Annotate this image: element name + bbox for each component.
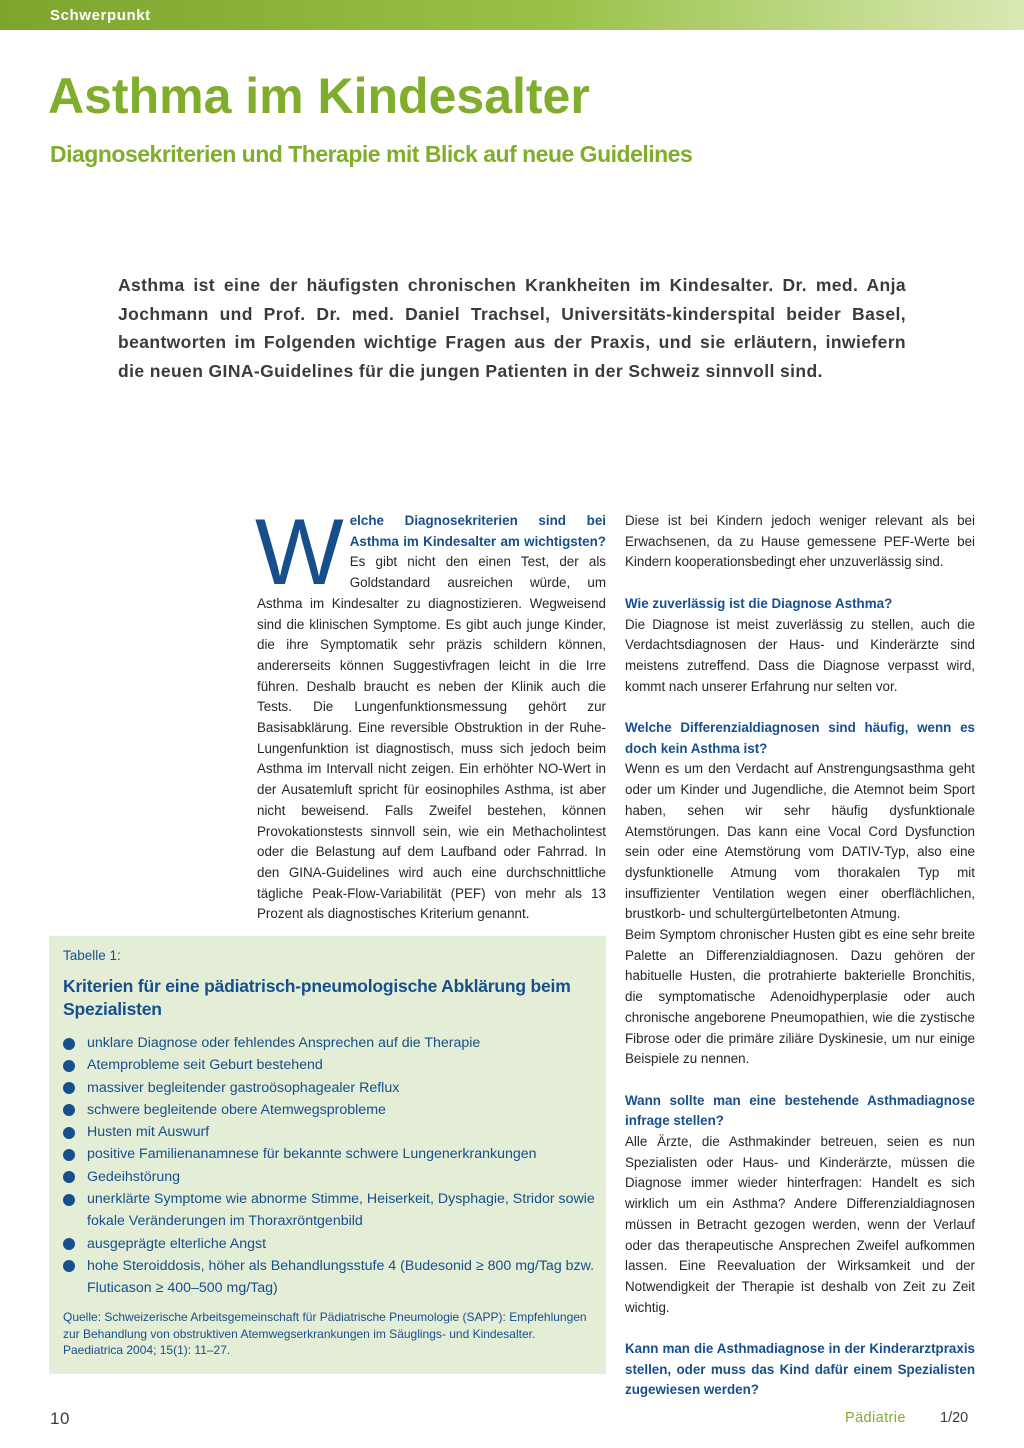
question-4: Wann sollte man eine bestehende Asthmadiagnose infrage stellen? — [625, 1092, 975, 1129]
answer-3b: Beim Symptom chronischer Husten gibt es eine sehr breite Palette an Differenzialdiagnosen. Dazu gehören der habituelle Husten, die protrahierte bakterielle Bronchitis, die symptomatische Adenoidhyperplasie oder auch chronische angeborene Pneumopathien, wie die zystische Fibrose oder die primäre ziliäre Dyskinesie, um nur einige Beispiele zu nennen. — [625, 927, 975, 1067]
section-label: Schwerpunkt — [50, 7, 151, 24]
criteria-item: ausgeprägte elterliche Angst — [63, 1233, 598, 1255]
criteria-item: hohe Steroiddosis, höher als Behandlungsstufe 4 (Budesonid ≥ 800 mg/Tag bzw. Fluticason ≥ 400–500 mg/Tag) — [63, 1255, 598, 1300]
question-1-paragraph — [255, 499, 606, 925]
question-1: elche Diagnosekriterien sind bei Asthma im Kindesalter am wichtigsten? — [349, 513, 606, 549]
article-lead: Asthma ist eine der häufigsten chronischen Krankheiten im Kindesalter. Dr. med. Anja Jochmann und Prof. Dr. med. Daniel Trachsel, Universitäts-kinderspital beider Basel, beantworten im Folgenden wichtige Fragen aus der Praxis, und sie erläutern, inwiefern die neuen GINA-Guidelines für die jungen Patienten in der Schweiz sinnvoll sind. — [118, 275, 906, 381]
criteria-item: schwere begleitende obere Atemwegsprobleme — [63, 1099, 598, 1121]
issue-number: 1/20 — [940, 1410, 969, 1426]
drop-cap: W — [255, 499, 344, 604]
criteria-item: Gedeihstörung — [63, 1166, 598, 1188]
journal-name: Pädiatrie — [845, 1410, 906, 1426]
criteria-item: positive Familienanamnese für bekannte schwere Lungenerkrankungen — [63, 1143, 598, 1165]
page-number: 10 — [50, 1409, 70, 1428]
article-column-left — [255, 499, 606, 925]
answer-1: Es gibt nicht den einen Test, der als Goldstandard ausreichen würde, um Asthma im Kindesalter zu diagnostizieren. Wegweisend sind die klinischen Symptome. Es gibt auch junge Kinder, die ihre Symptomatik sehr präzis schildern können, andererseits können Suggestivfragen leicht in die Irre führen. Deshalb braucht es neben der Klinik auch die Tests. Die Lungenfunktionsmessung gehört zur Basisabklärung. Eine reversible Obstruktion in der Ruhe-Lungenfunktion ist diagnostisch, muss sich jedoch beim Asthma im Intervall nicht zeigen. Ein erhöhter NO-Wert in der Ausatemluft spricht für eosinophiles Asthma, ist aber nicht beweisend. Falls Zweifel bestehen, können Provokationstests sinnvoll sein, wie ein Methacholintest oder die Belastung auf dem Laufband oder Fahrrad. In den GINA-Guidelines wird auch eine durchschnittliche tägliche Peak-Flow-Variabilität (PEF) von mehr als 13 Prozent als diagnostisches Kriterium genannt. — [257, 554, 606, 922]
article-column-right — [625, 511, 975, 1401]
criteria-item: unerklärte Symptome wie abnorme Stimme, Heiserkeit, Dysphagie, Stridor sowie fokale Veränderungen im Thoraxröntgenbild — [63, 1188, 598, 1233]
criteria-item: Husten mit Auswurf — [63, 1121, 598, 1143]
criteria-item: massiver begleitender gastroösophagealer Reflux — [63, 1077, 598, 1099]
answer-1-continued: Diese ist bei Kindern jedoch weniger relevant als bei Erwachsenen, da zu Hause gemessene PEF-Werte bei Kindern kooperationsbedingt eher unzuverlässig sind. — [625, 513, 975, 570]
question-3: Welche Differenzialdiagnosen sind häufig, wenn es doch kein Asthma ist? — [625, 720, 975, 756]
article-subtitle: Diagnosekriterien und Therapie mit Blick auf neue Guidelines — [50, 141, 693, 167]
article-title: Asthma im Kindesalter — [48, 68, 590, 124]
criteria-list — [63, 1032, 598, 1300]
table-label: Tabelle 1: — [63, 948, 121, 963]
question-5: Kann man die Asthmadiagnose in der Kinderarztpraxis stellen, oder muss das Kind dafür einem Spezialisten zugewiesen werden? — [625, 1341, 975, 1398]
answer-2: Die Diagnose ist meist zuverlässig zu stellen, auch die Verdachtsdiagnosen der Haus- und Kinderärzte sind meistens zutreffend. Dass die Diagnose verpasst wird, kommt nach unserer Erfahrung nur selten vor. — [625, 616, 975, 694]
criteria-table-box — [49, 936, 606, 1374]
criteria-item: unklare Diagnose oder fehlendes Ansprechen auf die Therapie — [63, 1032, 598, 1054]
criteria-item: Atemprobleme seit Geburt bestehend — [63, 1054, 598, 1076]
section-banner — [0, 0, 1024, 30]
table-title: Kriterien für eine pädiatrisch-pneumologische Abklärung beim Spezialisten — [63, 976, 571, 1019]
table-source: Quelle: Schweizerische Arbeitsgemeinschaft für Pädiatrische Pneumologie (SAPP): Empfehlungen zur Behandlung von obstruktiven Atemwegserkrankungen im Säuglings- und Kindesalter. Paediatrica 2004; 15(1): 11–27. — [63, 1310, 587, 1357]
answer-3a: Wenn es um den Verdacht auf Anstrengungsasthma geht oder um Kinder und Jugendliche, die Atemnot beim Sport haben, sehen wir sehr häufig dysfunktionale Atemstörungen. Das kann eine Vocal Cord Dysfunction sein oder eine Atemstörung vom DATIV-Typ, also eine dysfunktionelle Atmung vom thorakalen Typ mit insuffizienter Ventilation wegen einer oberflächlichen, brustkorb- und schultergürtelbetonten Atmung. — [625, 761, 975, 922]
answer-4: Alle Ärzte, die Asthmakinder betreuen, seien es nun Spezialisten oder Haus- und Kinderärzte, müssen die Diagnose immer wieder hinterfragen: Handelt es sich wirklich um ein Asthma? Andere Differenzialdiagnosen müssen in Betracht gezogen werden, wenn der Verlauf oder das therapeutische Ansprechen Zweifel aufkommen lassen. Eine Reevaluation der Wirksamkeit und der Notwendigkeit der Therapie ist deshalb von Zeit zu Zeit wichtig. — [625, 1134, 975, 1315]
question-2: Wie zuverlässig ist die Diagnose Asthma? — [625, 595, 893, 611]
